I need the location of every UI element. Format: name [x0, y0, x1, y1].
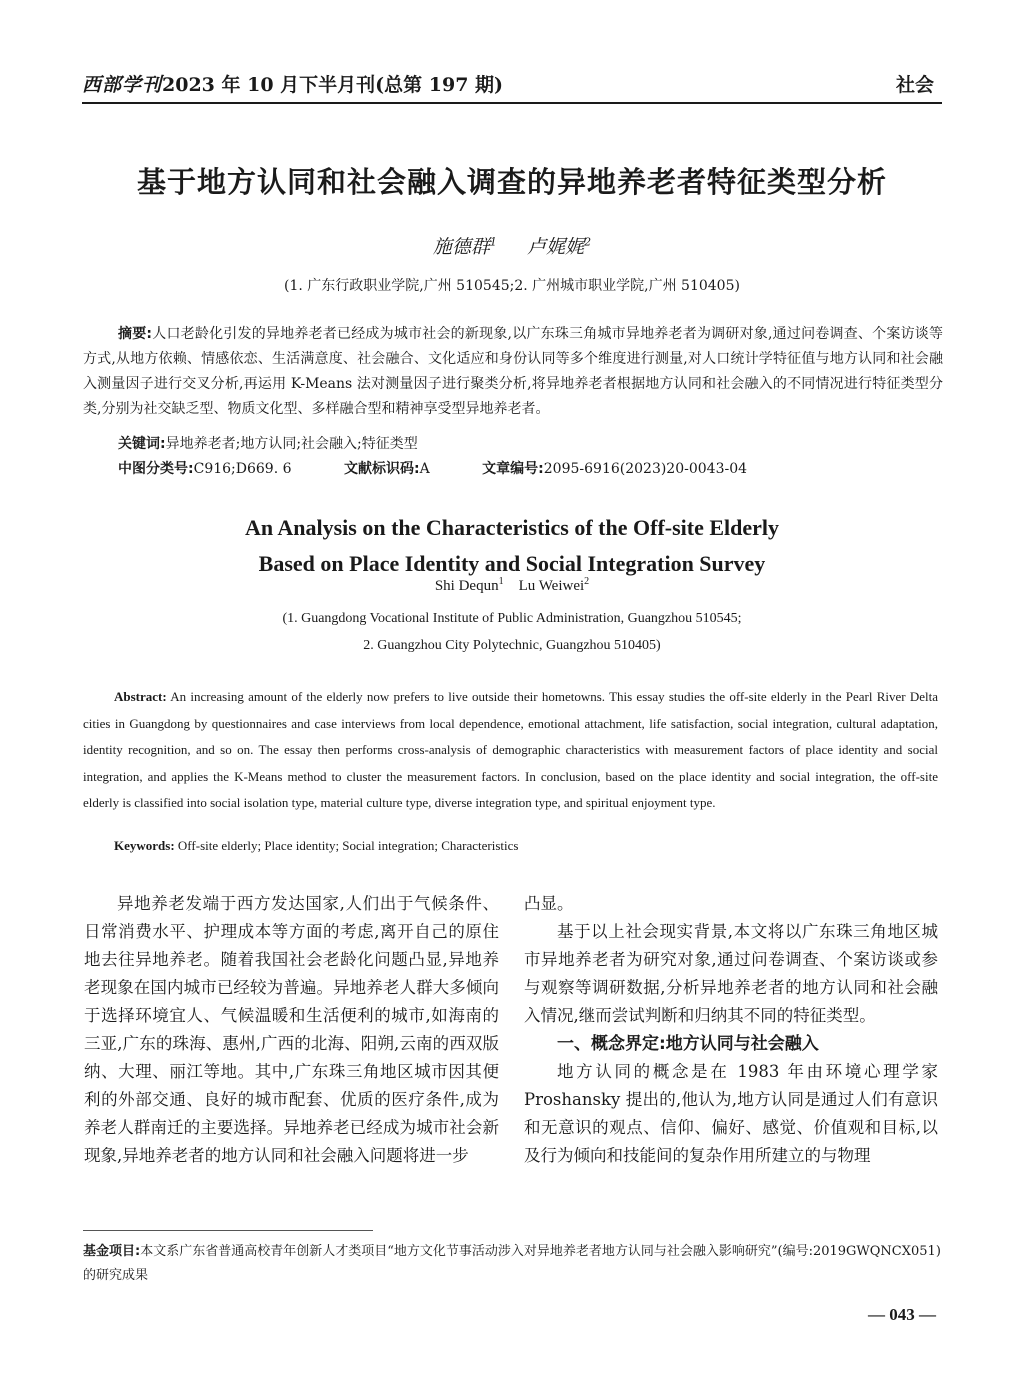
- author-1-sup: 1: [489, 235, 497, 249]
- author-2-name: 卢娓娓: [527, 236, 585, 258]
- affil-en-line2: 2. Guangzhou City Polytechnic, Guangzhou 510405): [363, 638, 661, 653]
- journal-logo: 西部学刊: [82, 74, 163, 96]
- body-paragraph: 异地养老发端于西方发达国家,人们出于气候条件、日常消费水平、护理成本等方面的考虑,离开自己的原住地去往异地养老。随着我国社会老龄化问题凸显,异地养老现象在国内城市已经较为普遍。异地养老人群大多倾向于选择环境宜人、气候温暖和生活便利的城市,如海南的三亚,广东的珠海、惠州,广西的北海、阳朔,云南的西双版纳、大理、丽江等地。其中,广东珠三角地区城市因其便利的外部交通、良好的城市配套、优质的医疗条件,成为养老人群南迁的主要选择。异地养老已经成为城市社会新现象,异地养老者的地方认同和社会融入问题将进一步: [84, 894, 499, 1165]
- author-2-sup: 2: [584, 235, 592, 249]
- clc-label: 中图分类号:: [118, 461, 194, 477]
- keywords-en: [114, 838, 938, 854]
- article-title-en: [0, 510, 1024, 582]
- section-heading: 一、概念界定:地方认同与社会融入: [557, 1034, 819, 1054]
- doc-code-label: 文献标识码:: [343, 461, 420, 477]
- authors-en: [0, 576, 1024, 595]
- body-paragraph-continued: 凸显。: [524, 894, 574, 913]
- keywords-zh-text: 异地养老者;地方认同;社会融入;特征类型: [165, 436, 418, 452]
- clc-value: C916;D669. 6: [193, 461, 292, 477]
- footnote-rule: [83, 1230, 373, 1231]
- issue-info: 2023 年 10 月下半月刊(总第 197 期): [162, 74, 504, 96]
- journal-header: [82, 70, 503, 97]
- affiliation-zh: (1. 广东行政职业学院,广州 510545;2. 广州城市职业学院,广州 510405): [284, 278, 740, 294]
- body-column-right: [524, 890, 938, 1170]
- keywords-en-text: Off-site elderly; Place identity; Social integration; Characteristics: [177, 838, 519, 853]
- title-en-line2: Based on Place Identity and Social Integration Survey: [258, 551, 766, 576]
- abstract-en-label: Abstract:: [114, 689, 167, 704]
- abstract-zh-label: 摘要:: [118, 326, 153, 342]
- abstract-en: [83, 684, 938, 817]
- footnote-label: 基金项目:: [83, 1244, 141, 1259]
- section-label: 社会: [895, 74, 934, 96]
- author-en-1-name: Shi Dequn: [434, 578, 499, 594]
- classification-info: [118, 457, 938, 482]
- keywords-zh: [118, 432, 938, 457]
- body-paragraph: 基于以上社会现实背景,本文将以广东珠三角地区城市异地养老者为研究对象,通过问卷调查、个案访谈或参与观察等调研数据,分析异地养老者的地方认同和社会融入情况,继而尝试判断和归纳其不同的特征类型。: [524, 922, 938, 1025]
- body-paragraph: 地方认同的概念是在 1983 年由环境心理学家 Proshansky 提出的,他认为,地方认同是通过人们有意识和无意识的观点、信仰、偏好、感觉、价值观和目标,以及行为倾向和技能间的复杂作用所建立的与物理: [524, 1062, 938, 1165]
- header-rule: [82, 102, 942, 104]
- author-en-2-sup: 2: [584, 576, 590, 587]
- footnote: [83, 1240, 943, 1288]
- author-en-1-sup: 1: [498, 576, 504, 587]
- abstract-en-text: An increasing amount of the elderly now prefers to live outside their hometowns. This essay studies the off-site elderly in the Pearl River Delta cities in Guangdong by questionnaires and case interviews from local dependence, emotional attachment, life satisfaction, social integration, cultural adaptation, identity recognition, and so on. The essay then performs cross-analysis of demographic characteristics with measurement factors of place identity and social integration, and applies the K-Means method to cluster the measurement factors. In conclusion, based on the place identity and social integration, the off-site elderly is classified into social isolation type, material culture type, diverse integration type, and spiritual enjoyment type.: [83, 689, 938, 810]
- affil-en-line1: (1. Guangdong Vocational Institute of Public Administration, Guangzhou 510545;: [282, 611, 742, 626]
- authors-zh: [0, 232, 1024, 259]
- keywords-en-label: Keywords:: [114, 838, 175, 853]
- abstract-zh-text: 人口老龄化引发的异地养老者已经成为城市社会的新现象,以广东珠三角城市异地养老者为调研对象,通过问卷调查、个案访谈等方式,从地方依赖、情感依恋、生活满意度、社会融合、文化适应和身份认同等多个维度进行测量,对人口统计学特征值与地方认同和社会融入测量因子进行交叉分析,再运用 K-Means 法对测量因子进行聚类分析,将异地养老者根据地方认同和社会融入的不同情况进行特征类型分类,分别为社交缺乏型、物质文化型、多样融合型和精神享受型异地养老者。: [83, 326, 943, 417]
- body-column-left: [84, 890, 499, 1170]
- article-no-value: 2095-6916(2023)20-0043-04: [543, 461, 748, 477]
- page-number: — 043 —: [868, 1305, 936, 1324]
- keywords-zh-label: 关键词:: [118, 436, 166, 452]
- doc-code-value: A: [419, 461, 430, 477]
- abstract-zh: [83, 322, 943, 422]
- footnote-text: 本文系广东省普通高校青年创新人才类项目“地方文化节事活动涉入对异地养老者地方认同与社会融入影响研究”(编号:2019GWQNCX051)的研究成果: [83, 1244, 941, 1283]
- author-en-2-name: Lu Weiwei: [518, 578, 585, 594]
- article-no-label: 文章编号:: [482, 461, 544, 477]
- affiliation-en: [0, 605, 1024, 659]
- article-title-zh: 基于地方认同和社会融入调查的异地养老者特征类型分析: [136, 165, 887, 199]
- title-en-line1: An Analysis on the Characteristics of the Off-site Elderly: [244, 515, 780, 540]
- author-1-name: 施德群: [432, 236, 490, 258]
